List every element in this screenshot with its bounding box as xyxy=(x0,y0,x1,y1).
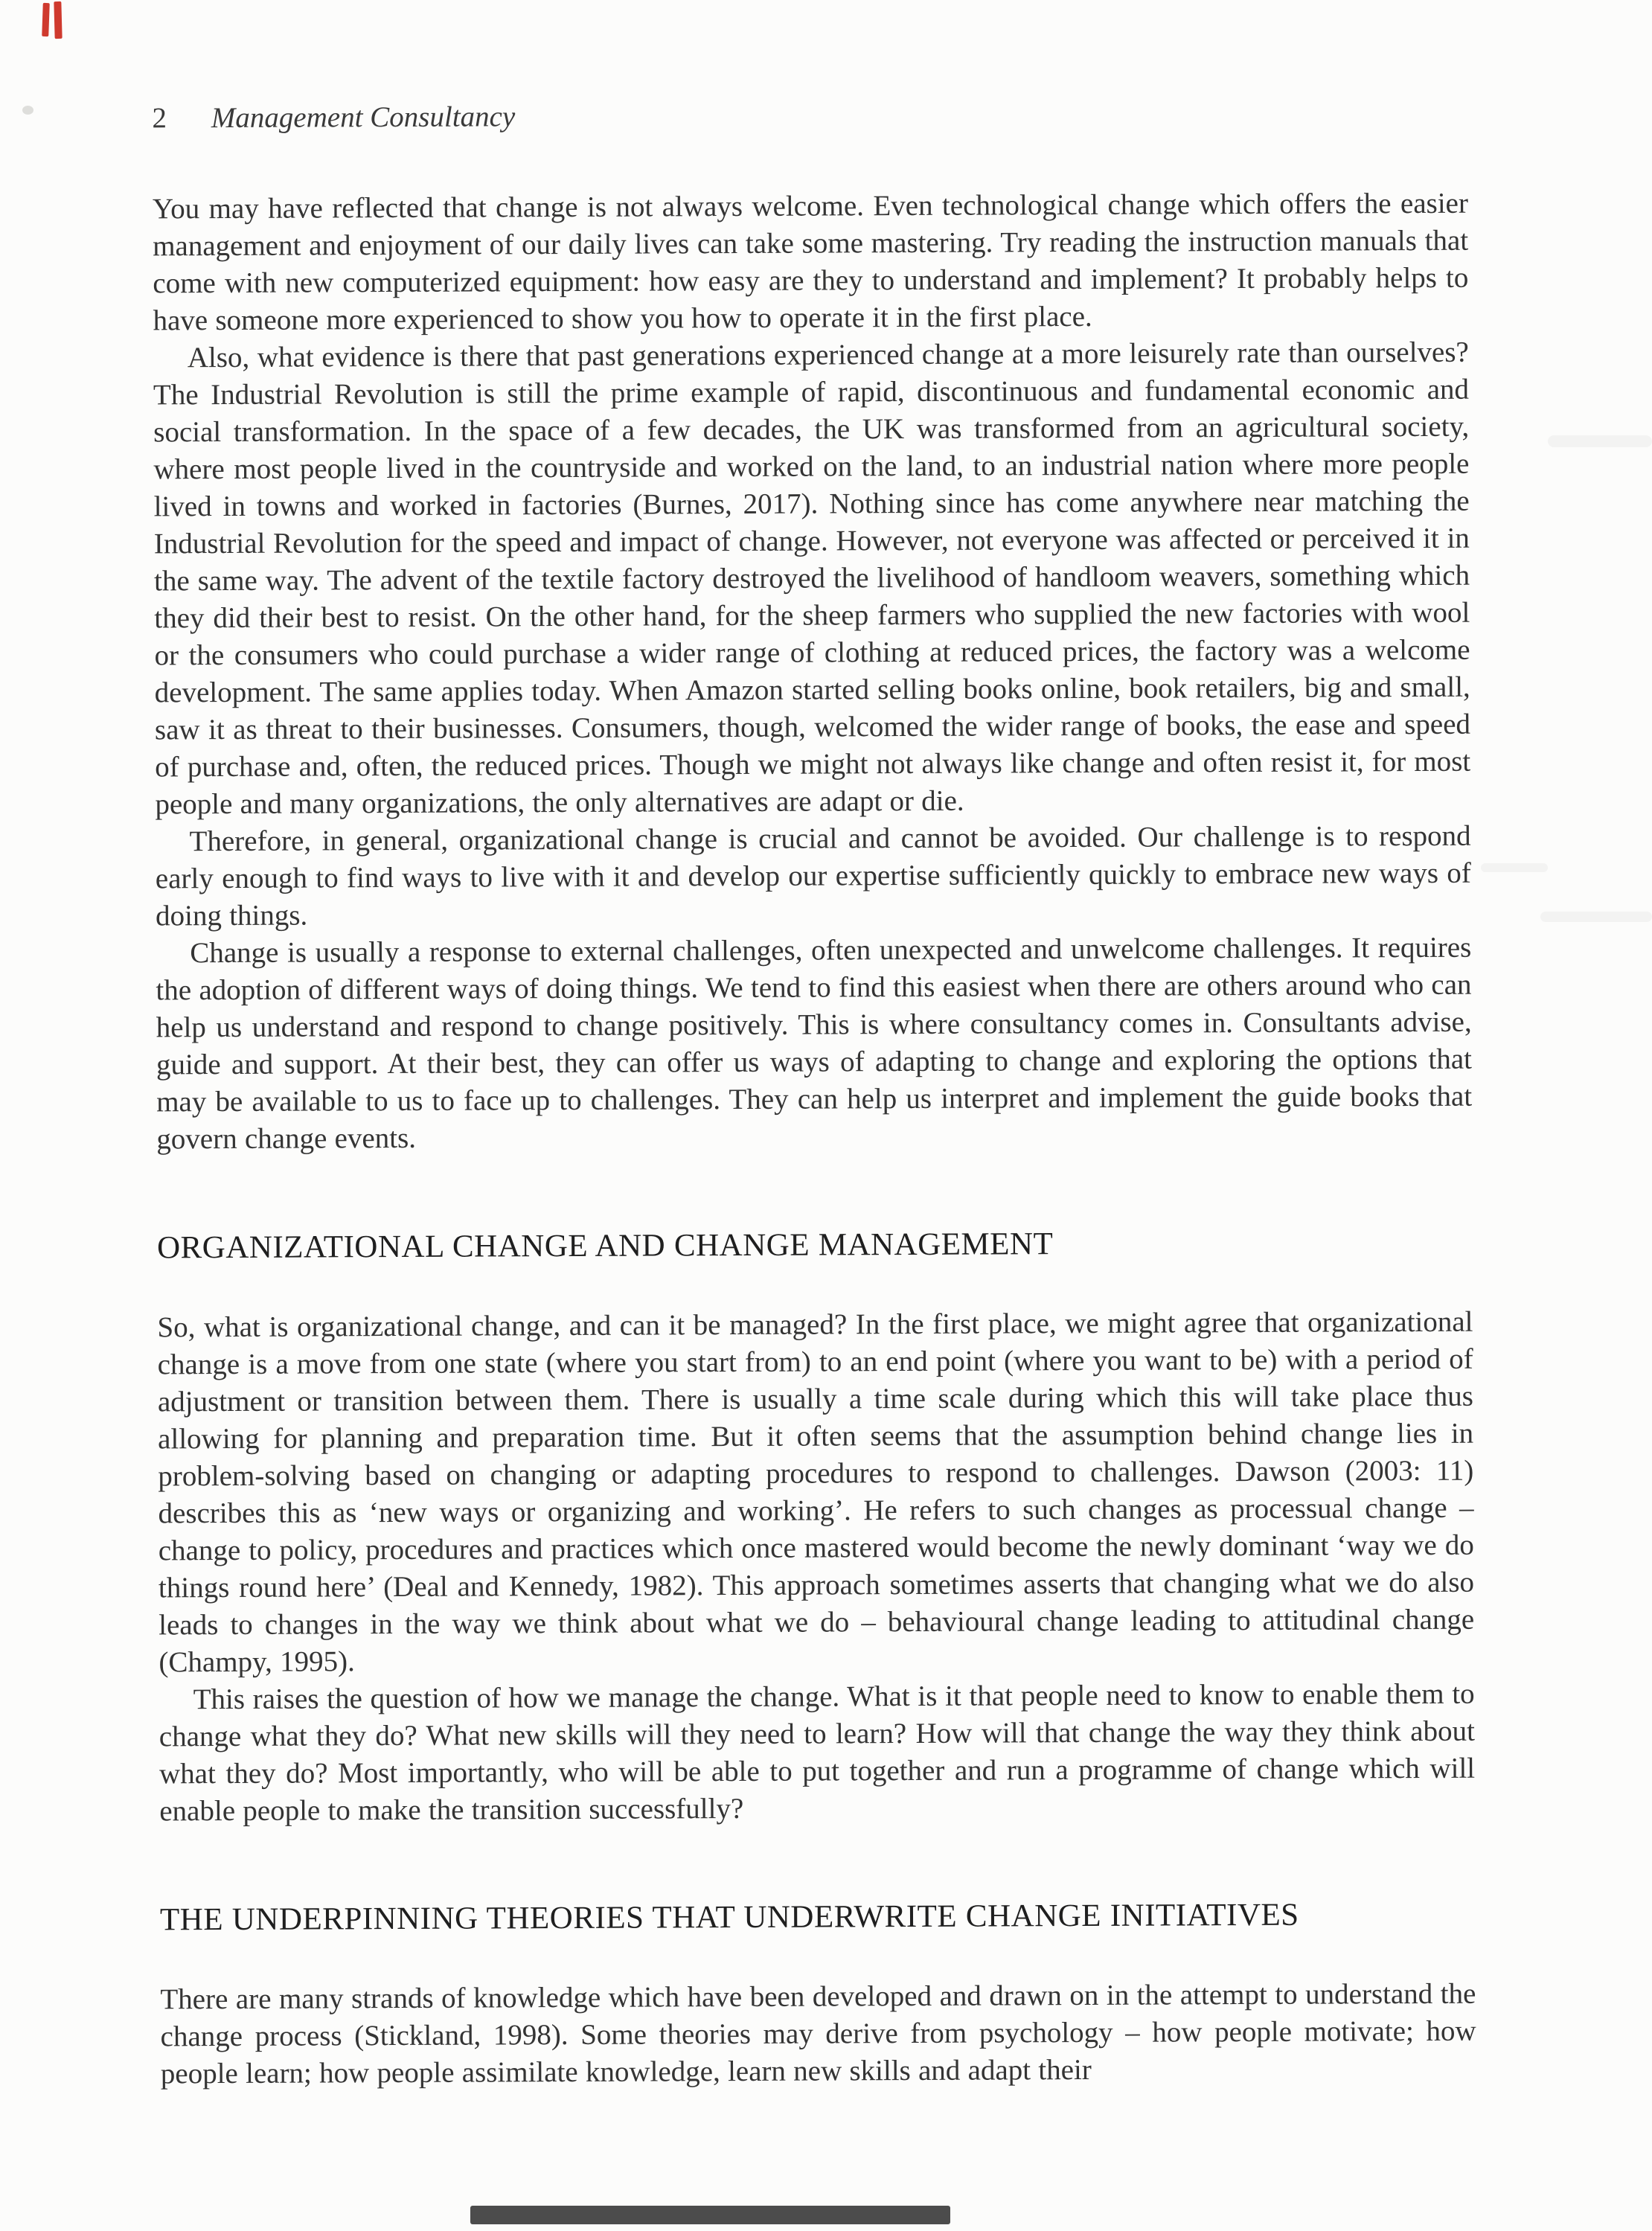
paragraph: There are many strands of knowledge which have been developed and drawn on in the attempt to understand the change process (Stickland, 1998). Some theories may derive from psychology – how people motivate; how people learn; how people assimilate knowledge, learn new skills and adapt their xyxy=(160,1977,1476,2090)
paragraph: Change is usually a response to external challenges, often unexpected and unwelcome challenges. It requires the adoption of different ways of doing things. We tend to find this easiest when there are others around who can help us understand and respond to change positively. This is where consultancy comes in. Consultants advise, guide and support. At their best, they can offer us ways of adapting to change and exploring the options that may be available to us to face up to challenges. They can help us interpret and implement the guide books that govern change events. xyxy=(156,931,1473,1156)
paragraph: Therefore, in general, organizational change is crucial and cannot be avoided. Our challenge is to respond early enough to find ways to live with it and develop our expertise sufficiently quickly to embrace new ways of doing things. xyxy=(155,819,1471,932)
paragraph: Also, what evidence is there that past generations experienced change at a more leisurely rate than ourselves? The Industrial Revolution is still the prime example of rapid, discontinuous and fundamental economic and social transformation. In the space of a few decades, the UK was transformed from an agricultural society, where most people lived in the countryside and worked on the land, to an industrial nation where more people lived in towns and worked in factories (Burnes, 2017). Nothing since has come anywhere near matching the Industrial Revolution for the speed and impact of change. However, not everyone was affected or perceived it in the same way. The advent of the textile factory destroyed the livelihood of handloom weavers, something which they did their best to resist. On the other hand, for the sheep farmers who supplied the new factories with wool or the consumers who could purchase a wider range of clothing at reduced prices, the factory was a welcome development. The same applies today. When Amazon started selling books online, book retailers, big and small, saw it as threat to their businesses. Consumers, though, welcomed the wider range of books, the ease and speed of purchase and, often, the reduced prices. Though we might not always like change and often resist it, for most people and many organizations, the only alternatives are adapt or die. xyxy=(153,336,1471,821)
scan-artifact-red-mark xyxy=(54,1,62,39)
scan-artifact-bottom-bar xyxy=(470,2206,950,2224)
scan-artifact-smudge xyxy=(1481,863,1548,872)
page-number: 2 xyxy=(152,102,167,135)
section-heading: ORGANIZATIONAL CHANGE AND CHANGE MANAGEMENT xyxy=(156,1226,1054,1266)
scan-artifact-smudge xyxy=(1540,912,1652,922)
scan-artifact-speckle xyxy=(22,106,33,115)
body-text xyxy=(153,185,1476,2093)
paragraph: This raises the question of how we manage the change. What is it that people need to know to enable them to change what they do? What new skills will they need to learn? How will that change the way they think about what they do? Most importantly, who will be able to put together and run a programme of change which will enable people to make the transition successfully? xyxy=(159,1677,1476,1828)
scan-artifact-smudge xyxy=(1548,435,1652,447)
paragraph: You may have reflected that change is not always welcome. Even technological change which offers the easier management and enjoyment of our daily lives can take some mastering. Try reading the instruction manuals that come with new computerized equipment: how easy are they to understand and implement? It probably helps to have someone more experienced to show you how to operate it in the first place. xyxy=(152,187,1469,337)
section-heading: THE UNDERPINNING THEORIES THAT UNDERWRITE CHANGE INITIATIVES xyxy=(159,1897,1299,1938)
running-title: Management Consultancy xyxy=(211,100,516,135)
paragraph: So, what is organizational change, and can it be managed? In the first place, we might agree that organizational change is a move from one state (where you start from) to an end point (where you want to be) with a period of adjustment or transition between them. There is usually a time scale during which this will take place thus allowing for planning and preparation time. But it often seems that the assumption behind change lies in problem-solving based on changing or adapting procedures to respond to challenges. Dawson (2003: 11) describes this as ‘new ways or organizing and working’. He refers to such changes as processual change – change to policy, procedures and practices which once mastered would become the newly dominant ‘way we do things round here’ (Deal and Kennedy, 1982). This approach sometimes asserts that changing what we do also leads to changes in the way we think about what we do – behavioural change leading to attitudinal change (Champy, 1995). xyxy=(157,1305,1475,1679)
scan-artifact-red-mark xyxy=(42,3,50,36)
running-head xyxy=(152,100,515,135)
